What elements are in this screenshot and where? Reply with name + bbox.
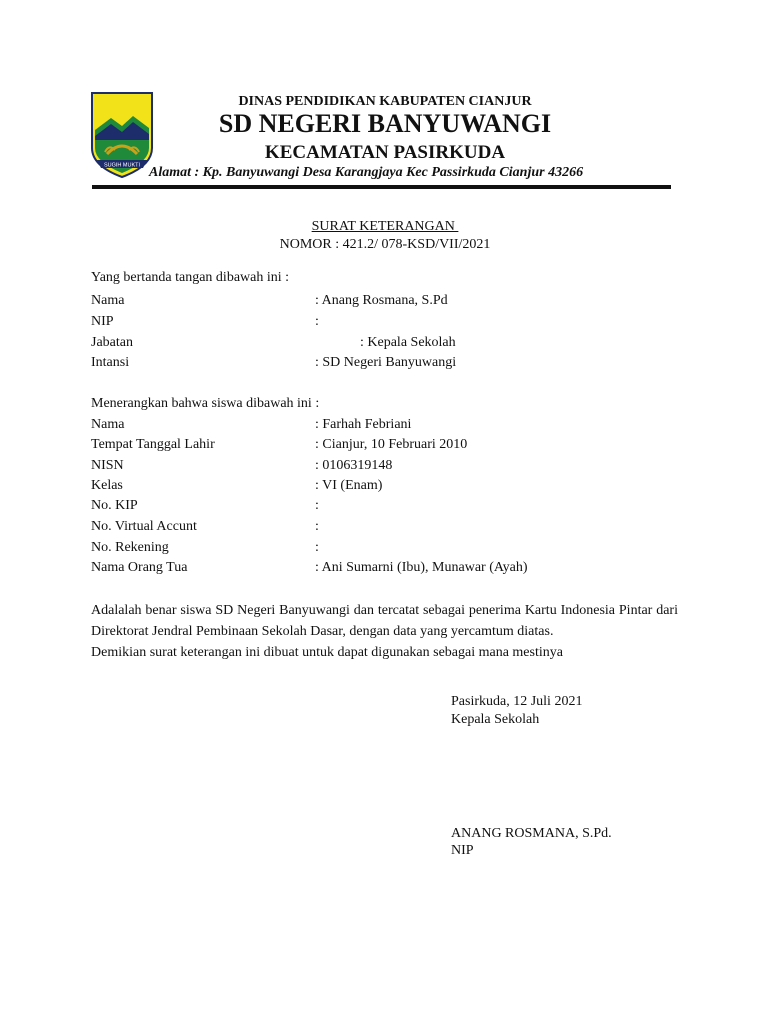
signer-institution-value: : SD Negeri Banyuwangi bbox=[315, 355, 457, 370]
student-name-value: : Farhah Febriani bbox=[315, 417, 412, 432]
student-account-label: No. Rekening bbox=[91, 540, 169, 555]
letter-body bbox=[91, 600, 678, 663]
school-address: Alamat : Kp. Banyuwangi Desa Karangjaya Kec Passirkuda Cianjur 43266 bbox=[149, 165, 584, 180]
student-kip-value: : bbox=[315, 498, 319, 513]
signer-nip-value: : bbox=[315, 314, 319, 329]
student-intro: Menerangkan bahwa siswa dibawah ini : bbox=[91, 396, 320, 411]
signature-place-date: Pasirkuda, 12 Juli 2021 bbox=[451, 694, 583, 709]
body-paragraph-statement: Adalalah benar siswa SD Negeri Banyuwangi dan tercatat sebagai penerima Kartu Indonesia Pintar dari Direktorat Jendral Pembinaan Sekolah Dasar, dengan data yang yercamtum diatas. bbox=[91, 603, 678, 639]
header-divider bbox=[92, 185, 671, 189]
student-class-value: : VI (Enam) bbox=[315, 478, 383, 493]
student-kip-label: No. KIP bbox=[91, 498, 138, 513]
student-va-label: No. Virtual Accunt bbox=[91, 519, 197, 534]
body-paragraph-closing: Demikian surat keterangan ini dibuat untuk dapat digunakan sebagai mana mestinya bbox=[91, 645, 563, 660]
student-parents-label: Nama Orang Tua bbox=[91, 560, 188, 575]
letter-number: NOMOR : 421.2/ 078-KSD/VII/2021 bbox=[279, 237, 491, 252]
signer-intro: Yang bertanda tangan dibawah ini : bbox=[91, 270, 290, 285]
student-parents-value: : Ani Sumarni (Ibu), Munawar (Ayah) bbox=[315, 560, 528, 575]
district-name: KECAMATAN PASIRKUDA bbox=[264, 142, 506, 163]
signer-nip-label: NIP bbox=[91, 314, 114, 329]
letter-title: SURAT KETERANGAN bbox=[311, 219, 459, 234]
signer-institution-label: Intansi bbox=[91, 355, 130, 370]
student-account-value: : bbox=[315, 540, 319, 555]
logo-motto: SUGIH MUKTI bbox=[103, 162, 141, 169]
school-name: SD NEGERI BANYUWANGI bbox=[218, 109, 552, 138]
signer-name-value: : Anang Rosmana, S.Pd bbox=[315, 293, 448, 308]
signer-position-label: Jabatan bbox=[91, 335, 133, 350]
student-nisn-label: NISN bbox=[91, 458, 124, 473]
agency-name: DINAS PENDIDIKAN KABUPATEN CIANJUR bbox=[238, 94, 532, 109]
student-class-label: Kelas bbox=[91, 478, 123, 493]
signature-position: Kepala Sekolah bbox=[451, 712, 540, 727]
signature-nip: NIP bbox=[451, 843, 474, 858]
student-name-label: Nama bbox=[91, 417, 125, 432]
signer-position-value: : Kepala Sekolah bbox=[360, 335, 456, 350]
signature-name: ANANG ROSMANA, S.Pd. bbox=[451, 826, 612, 841]
student-birth-value: : Cianjur, 10 Februari 2010 bbox=[315, 437, 468, 452]
signer-name-label: Nama bbox=[91, 293, 125, 308]
student-birth-label: Tempat Tanggal Lahir bbox=[91, 437, 215, 452]
student-va-value: : bbox=[315, 519, 319, 534]
school-logo bbox=[91, 92, 153, 178]
student-nisn-value: : 0106319148 bbox=[315, 458, 393, 473]
